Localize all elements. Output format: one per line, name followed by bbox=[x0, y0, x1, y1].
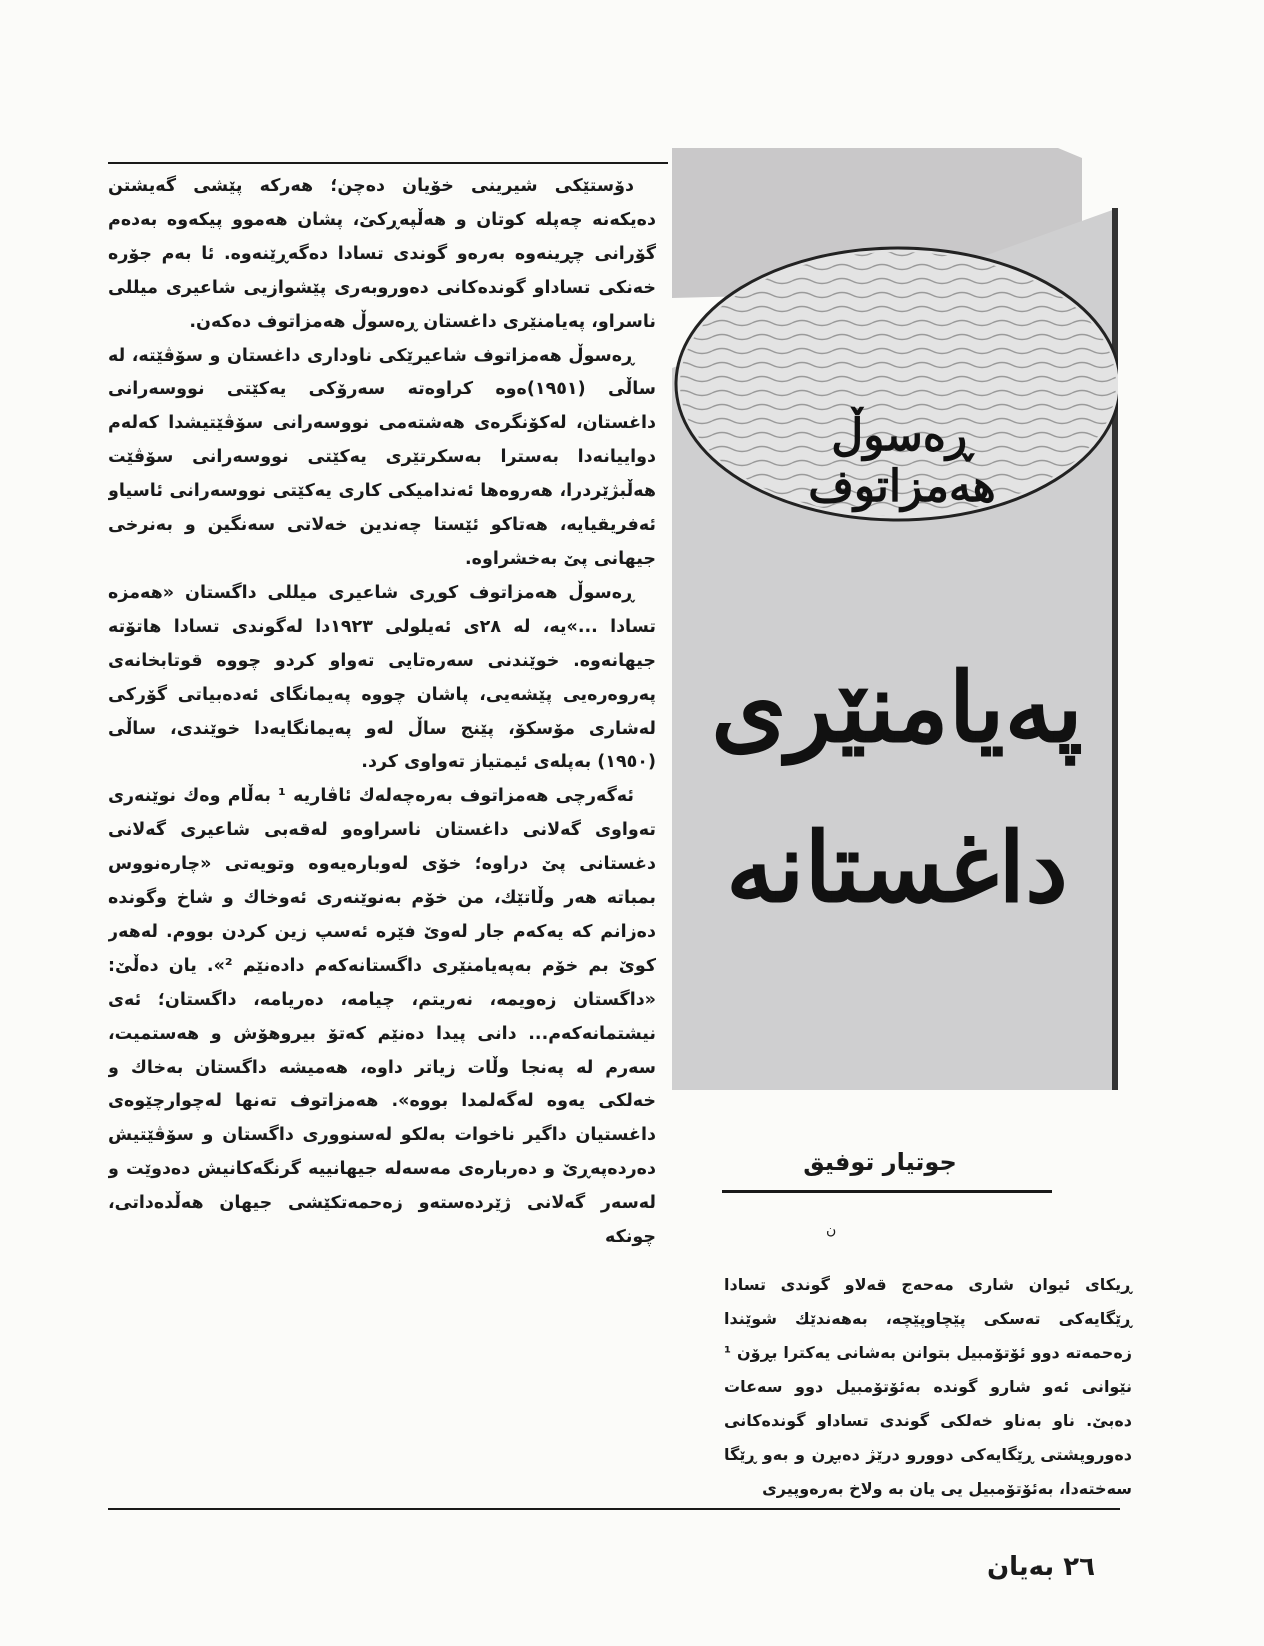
intro-paragraph: ڕیکای ئیوان شاری مەحەج قەلاو گوندی تسادا ڕێگایەکی تەسکی پێچاوپێچە، بەهەندێك شوێندا زەحمەتە دوو ئۆتۆمبیل بتوانن بەشانی یەکترا بڕۆن ¹ نێوانی ئەو شارو گوندە بەئۆتۆمبیل دوو سەعات دەبێ. ناو بەناو خەلکی گوندی تساداو گوندەکانی دەوروپشتی ڕێگایەکی دوورو درێژ دەبڕن و بەو ڕێگا سەختەدا، بەئۆتۆمبیل یی یان بە ولاخ بەرەوپیری bbox=[724, 1275, 1132, 1498]
top-rule bbox=[108, 162, 668, 164]
oval-title: ڕەسوڵ هەمزاتوف bbox=[808, 410, 996, 512]
main-article-column bbox=[108, 170, 656, 1505]
author-name: جوتیار توفیق bbox=[803, 1148, 957, 1176]
banner-graphic bbox=[672, 148, 1118, 1090]
small-mark: ن bbox=[826, 1222, 837, 1238]
author-rule bbox=[722, 1190, 1052, 1193]
paragraph-2: ڕەسوڵ هەمزاتوف شاعیرێکی ناوداری داغستان و سۆڤێتە، لە ساڵی (١٩٥١)ەوە کراوەتە سەرۆکی یەکێتی نووسەرانی داغستان، لەکۆنگرەی هەشتەمی نووسەرانی سۆڤێتیشدا کەلەم دواییانەدا بەسترا بەسکرتێری یەکێتی نووسەرانی سۆڤێت هەڵبژێردرا، هەروەها ئەندامیکی کاری یەکێتی نووسەرانی ئاسیاو ئەفریقیایە، هەتاکو ئێستا چەندین خەلاتی سەنگین و بەنرخی جیهانی پێ بەخشراوە. bbox=[108, 345, 656, 569]
big-title-line-1: پەیامنێری bbox=[711, 651, 1083, 764]
paragraph-4: ئەگەرچی هەمزاتوف بەرەچەلەك ئاڤاریە ¹ بەڵام وەك نوێنەری تەواوی گەلانی داغستان ناسراوەو لەقەبی شاعیری گەلانی دغستانی پێ دراوە؛ خۆی لەوبارەیەوە وتویەتی «چارەنووس بمباتە هەر وڵاتێك، من خۆم بەنوێنەری ئەوخاك و شاخ وگوندە دەزانم کە یەکەم جار لەوێ فێرە ئەسپ زین کردن بووم. لەهەر کوێ بم خۆم بەپەیامنێری داگستانەکەم دادەنێم ²». یان دەڵێ: «داگستان زەویمە، نەریتم، چیامە، دەریامە، داگستان؛ ئەی نیشتمانەکەم... دانی پیدا دەنێم کەتۆ بیروهۆش و هەستمیت، سەرم لە پەنجا وڵات زیاتر داوە، هەمیشە داگستان بەخاك و خەلکی یەوە لەگەلمدا بووە». هەمزاتوف تەنها لەچوارچێوەی داغستیان داگیر ناخوات بەلکو لەسنووری داگستان و سۆڤێتیش دەردەپەڕێ و دەربارەی مەسەلە جیهانییە گرنگەکانیش دەدوێت و لەسەر گەلانی ژێردەستەو زەحمەتکێشی جیهان هەڵدەداتی، چونکە bbox=[108, 786, 656, 1248]
page-number: ٢٦ بەیان bbox=[986, 1552, 1095, 1582]
title-banner bbox=[672, 148, 1118, 1090]
paragraph-3: ڕەسوڵ هەمزاتوف کوڕی شاعیری میللی داگستان «هەمزە تسادا ...»یە، لە ٢٨ی ئەیلولی ١٩٢٣دا لەگوندی تسادا هاتۆتە جیهانەوە. خوێندنی سەرەتایی تەواو کردو چووە قوتابخانەی پەروەرەیی پێشەیی، پاشان چووە پەیمانگای ئەدەبیاتی گۆرکی لەشاری مۆسکۆ، پێنج ساڵ لەو پەیمانگایەدا خوێندی، ساڵی (١٩٥٠) بەپلەی ئیمتیاز تەواوی کرد. bbox=[108, 582, 656, 773]
bottom-rule bbox=[108, 1508, 1120, 1510]
paragraph-1: دۆستێکی شیرینی خۆیان دەچن؛ هەرکە پێشی گەیشتن دەیکەنە چەپلە کوتان و هەڵپەڕکێ، پشان هەموو پیکەوە بەدەم گۆرانی چڕینەوە بەرەو گوندی تسادا دەگەڕێنەوە. ئا بەم جۆرە خەنکی تساداو گوندەکانی دەوروبەری پێشوازیی شاعیری میللی ناسراو، پەیامنێری داغستان ڕەسوڵ هەمزاتوف دەکەن. bbox=[108, 176, 656, 332]
big-title-line-2: داغستانە bbox=[726, 811, 1068, 924]
